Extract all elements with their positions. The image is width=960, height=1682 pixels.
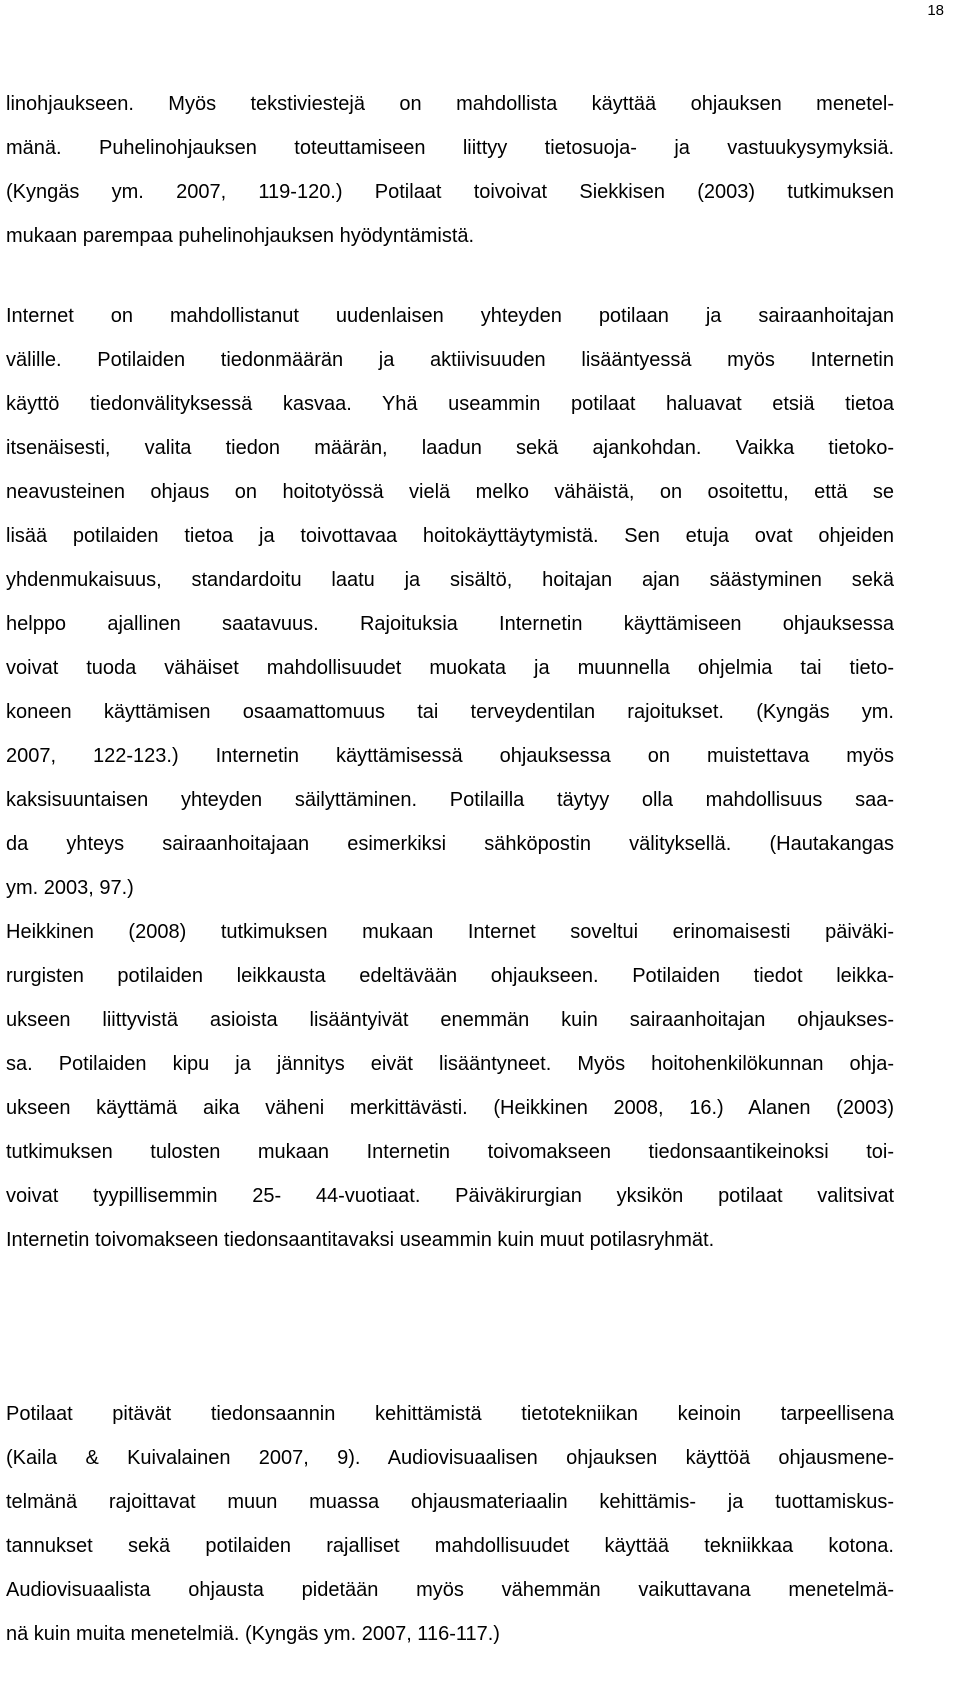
text-line: mukaan parempaa puhelinohjauksen hyödyntämistä. (6, 225, 475, 247)
text-line: Internetin toivomakseen tiedonsaantitavaksi useammin kuin muut potilasryhmät. (6, 1229, 715, 1251)
text-line: neavusteinen ohjaus on hoitotyössä vielä melko vähäistä, on osoitettu, että se (6, 481, 894, 503)
text-line: tutkimuksen tulosten mukaan Internetin toivomakseen tiedonsaantikeinoksi toi- (6, 1141, 894, 1163)
text-line: linohjaukseen. Myös tekstiviestejä on mahdollista käyttää ohjauksen menetel- (6, 93, 894, 115)
page-number: 18 (927, 2, 944, 19)
text-line: Potilaat pitävät tiedonsaannin kehittämistä tietotekniikan keinoin tarpeellisena (6, 1403, 894, 1425)
text-line: (Kaila & Kuivalainen 2007, 9). Audiovisuaalisen ohjauksen käyttöä ohjausmene- (6, 1447, 894, 1469)
text-line: voivat tyypillisemmin 25- 44-vuotiaat. Päiväkirurgian yksikön potilaat valitsivat (6, 1185, 894, 1207)
text-line: yhdenmukaisuus, standardoitu laatu ja sisältö, hoitajan ajan säästyminen sekä (6, 569, 894, 591)
text-line: ukseen liittyvistä asioista lisääntyivät enemmän kuin sairaanhoitajan ohjaukses- (6, 1009, 894, 1031)
text-line: koneen käyttämisen osaamattomuus tai terveydentilan rajoitukset. (Kyngäs ym. (6, 701, 894, 723)
text-line: telmänä rajoittavat muun muassa ohjausmateriaalin kehittämis- ja tuottamiskus- (6, 1491, 894, 1513)
text-line: tannukset sekä potilaiden rajalliset mahdollisuudet käyttää tekniikkaa kotona. (6, 1535, 894, 1557)
text-line: välille. Potilaiden tiedonmäärän ja aktiivisuuden lisääntyessä myös Internetin (6, 349, 894, 371)
text-line: kaksisuuntaisen yhteyden säilyttäminen. Potilailla täytyy olla mahdollisuus saa- (6, 789, 894, 811)
text-line: lisää potilaiden tietoa ja toivottavaa hoitokäyttäytymistä. Sen etuja ovat ohjeiden (6, 525, 894, 547)
text-line: 2007, 122-123.) Internetin käyttämisessä ohjauksessa on muistettava myös (6, 745, 894, 767)
text-line: da yhteys sairaanhoitajaan esimerkiksi sähköpostin välityksellä. (Hautakangas (6, 833, 894, 855)
text-line: voivat tuoda vähäiset mahdollisuudet muokata ja muunnella ohjelmia tai tieto- (6, 657, 894, 679)
text-line: itsenäisesti, valita tiedon määrän, laadun sekä ajankohdan. Vaikka tietoko- (6, 437, 894, 459)
text-line: ukseen käyttämä aika väheni merkittävästi. (Heikkinen 2008, 16.) Alanen (2003) (6, 1097, 894, 1119)
text-line: Internet on mahdollistanut uudenlaisen yhteyden potilaan ja sairaanhoitajan (6, 305, 894, 327)
text-line: (Kyngäs ym. 2007, 119-120.) Potilaat toivoivat Siekkisen (2003) tutkimuksen (6, 181, 894, 203)
text-line: Heikkinen (2008) tutkimuksen mukaan Internet soveltui erinomaisesti päiväki- (6, 921, 894, 943)
text-line: helppo ajallinen saatavuus. Rajoituksia Internetin käyttämiseen ohjauksessa (6, 613, 894, 635)
text-line: ym. 2003, 97.) (6, 877, 134, 899)
text-line: rurgisten potilaiden leikkausta edeltävään ohjaukseen. Potilaiden tiedot leikka- (6, 965, 894, 987)
text-line: sa. Potilaiden kipu ja jännitys eivät lisääntyneet. Myös hoitohenkilökunnan ohja- (6, 1053, 894, 1075)
text-line: mänä. Puhelinohjauksen toteuttamiseen liittyy tietosuoja- ja vastuukysymyksiä. (6, 137, 894, 159)
text-line: käyttö tiedonvälityksessä kasvaa. Yhä useammin potilaat haluavat etsiä tietoa (6, 393, 894, 415)
text-line: nä kuin muita menetelmiä. (Kyngäs ym. 2007, 116-117.) (6, 1623, 500, 1645)
text-line: Audiovisuaalista ohjausta pidetään myös vähemmän vaikuttavana menetelmä- (6, 1579, 894, 1601)
